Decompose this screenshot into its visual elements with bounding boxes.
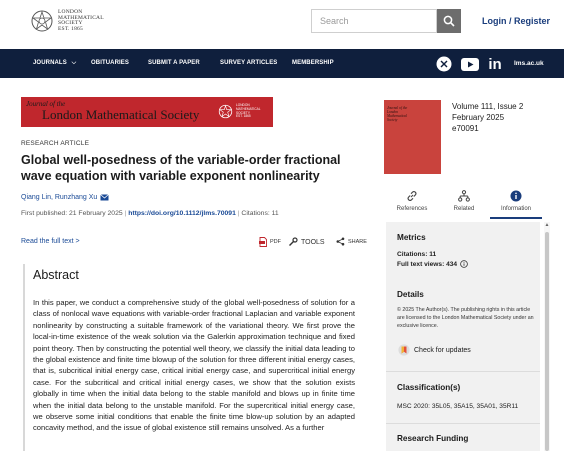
tab-related[interactable]: [438, 190, 490, 218]
logo-line: SOCIETY: [58, 20, 83, 26]
details-text: © 2025 The Author(s). The publishing rights in this article are licensed to the London Mathematical Society under an exclusive licence.: [397, 307, 534, 329]
envelope-icon[interactable]: [100, 194, 109, 201]
banner-journal-of: Journal of the: [26, 100, 66, 108]
classification-heading: Classification(s): [397, 383, 461, 392]
cover-line: Society: [387, 118, 398, 122]
nav-journals-label: JOURNALS: [33, 60, 67, 66]
abstract-body: In this paper, we conduct a comprehensive study of the global well-posedness of solution for a class of nonlocal wave equations with variable-order fractional Laplacian and variable exponent nonlinearity by constructing a suitable framework of the variational theory. We first prove the local-in-time existence of the weak solution via the Galerkin approximation technique and fixed point theory. Then by constructing the potential well theory, we classify the initial data leading to the global existence and finite time blowup of the solution for three different initial energy cases, that is, subcritical initial energy case, critical initial energy case, and supercritical initial energy case. For the subcritical and critical initial energy cases, we show that the solution exists globally in time when the initial data belong to the stable manifold and blows up in finite time when the initial data belong to the unstable manifold. For the supercritical initial energy case, we observe some initial conditions that enable the finite time blow-up solution by an adapted concavity method, and the issue of global existence still remains unsolved. As a further: [33, 298, 355, 433]
site-header: [0, 0, 564, 48]
read-full-text-link[interactable]: Read the full text >: [21, 238, 80, 245]
banner-lms-logo: [218, 104, 261, 119]
research-funding-heading: Research Funding: [397, 434, 469, 443]
check-for-updates-button[interactable]: [397, 342, 480, 358]
article-title: Global well-posedness of the variable-order fractional wave equation with variable exponent nonlinearity: [21, 153, 341, 183]
pdf-icon: [259, 237, 267, 247]
x-twitter-icon[interactable]: [436, 56, 452, 72]
check-updates-label: Check for updates: [414, 346, 471, 354]
metrics-citations: Citations: 11: [397, 251, 437, 258]
active-tab-indicator: [490, 217, 542, 219]
banner-logo-line: LONDON: [236, 103, 250, 108]
doi-link[interactable]: https://doi.org/10.1112/jlms.70091: [128, 210, 236, 217]
tab-references-label: References: [396, 206, 428, 212]
main-nav: [0, 49, 564, 78]
chevron-down-icon: ⌵: [71, 60, 77, 66]
crossmark-icon: [398, 344, 410, 356]
banner-logo-line: EST. 1865: [236, 114, 251, 119]
tab-references[interactable]: [386, 190, 438, 218]
cover-text: [387, 106, 437, 122]
nav-journals[interactable]: [33, 60, 76, 67]
banner-title: London Mathematical Society: [42, 107, 200, 122]
nav-obituaries[interactable]: OBITUARIES: [91, 60, 130, 66]
nav-survey-articles[interactable]: SURVEY ARTICLES: [220, 60, 278, 66]
search-button[interactable]: [437, 9, 461, 33]
abstract-heading: Abstract: [33, 268, 79, 282]
publication-info: First published: 21 February 2025 | https://doi.org/10.1112/jlms.70091 | Citations: 11: [21, 210, 279, 217]
wrench-icon: [288, 237, 298, 247]
sidebar-tabs: [386, 190, 542, 218]
issue-date: February 2025: [452, 113, 505, 122]
nav-membership[interactable]: MEMBERSHIP: [292, 60, 334, 66]
authors-text: Qiang Lin, Runzhang Xu: [21, 194, 98, 201]
tools-button[interactable]: [288, 237, 325, 247]
panel-divider: [386, 423, 540, 424]
citations-count: Citations: 11: [241, 210, 279, 217]
article-authors[interactable]: [21, 194, 109, 201]
pdf-button[interactable]: [259, 237, 281, 247]
tab-information[interactable]: [490, 190, 542, 218]
share-icon: [336, 237, 345, 246]
lms-emblem-icon: [30, 9, 54, 33]
cover-line: Mathematical: [387, 114, 407, 118]
link-icon: [406, 190, 418, 202]
cover-line: Journal of the: [387, 106, 408, 110]
panel-scrollbar-thumb[interactable]: [545, 232, 549, 451]
panel-divider: [386, 371, 540, 372]
tab-related-label: Related: [453, 206, 475, 212]
article-type-label: RESEARCH ARTICLE: [21, 140, 90, 147]
published-date: First published: 21 February 2025: [21, 210, 123, 217]
journal-cover-image[interactable]: [384, 100, 441, 174]
youtube-icon[interactable]: [461, 56, 479, 72]
logo-line: EST. 1865: [58, 25, 83, 32]
views-text: Full text views: 434: [397, 260, 458, 268]
tab-information-label: Information: [500, 206, 531, 212]
network-icon: [458, 190, 470, 202]
tools-label: TOOLS: [301, 238, 325, 246]
cover-line: London: [387, 110, 398, 114]
details-heading: Details: [397, 290, 424, 299]
abstract-sidebar-rule: [23, 264, 25, 451]
metrics-views: [397, 260, 468, 268]
scroll-up-arrow-icon[interactable]: ▲: [544, 222, 550, 228]
linkedin-icon[interactable]: in: [488, 55, 502, 73]
nav-submit-paper[interactable]: SUBMIT A PAPER: [148, 60, 200, 66]
logo-text: [58, 10, 104, 32]
lms-site-link[interactable]: lms.ac.uk: [514, 60, 544, 67]
issue-info: [452, 101, 523, 134]
logo-line: MATHEMATICAL: [58, 14, 104, 21]
pdf-label: PDF: [270, 239, 281, 245]
issue-volume-link[interactable]: Volume 111, Issue 2: [452, 102, 524, 111]
share-label: SHARE: [348, 238, 367, 245]
journal-banner[interactable]: [21, 97, 273, 127]
info-icon: [510, 190, 522, 202]
lms-logo[interactable]: [30, 9, 104, 33]
logo-line: LONDON: [58, 9, 83, 15]
info-circle-icon[interactable]: [460, 260, 468, 268]
search-input[interactable]: Search: [311, 9, 437, 33]
share-button[interactable]: [336, 237, 367, 246]
article-number: e70091: [452, 124, 479, 133]
banner-logo-line: MATHEMATICAL: [236, 106, 261, 111]
metrics-heading: Metrics: [397, 233, 426, 242]
lms-emblem-icon: [218, 104, 233, 119]
login-register-link[interactable]: Login / Register: [482, 16, 551, 26]
search-icon: [443, 15, 455, 27]
banner-logo-line: SOCIETY: [236, 110, 250, 115]
msc-codes: MSC 2020: 35L05, 35A15, 35A01, 35R11: [397, 403, 519, 410]
banner-logo-text: [236, 104, 261, 118]
